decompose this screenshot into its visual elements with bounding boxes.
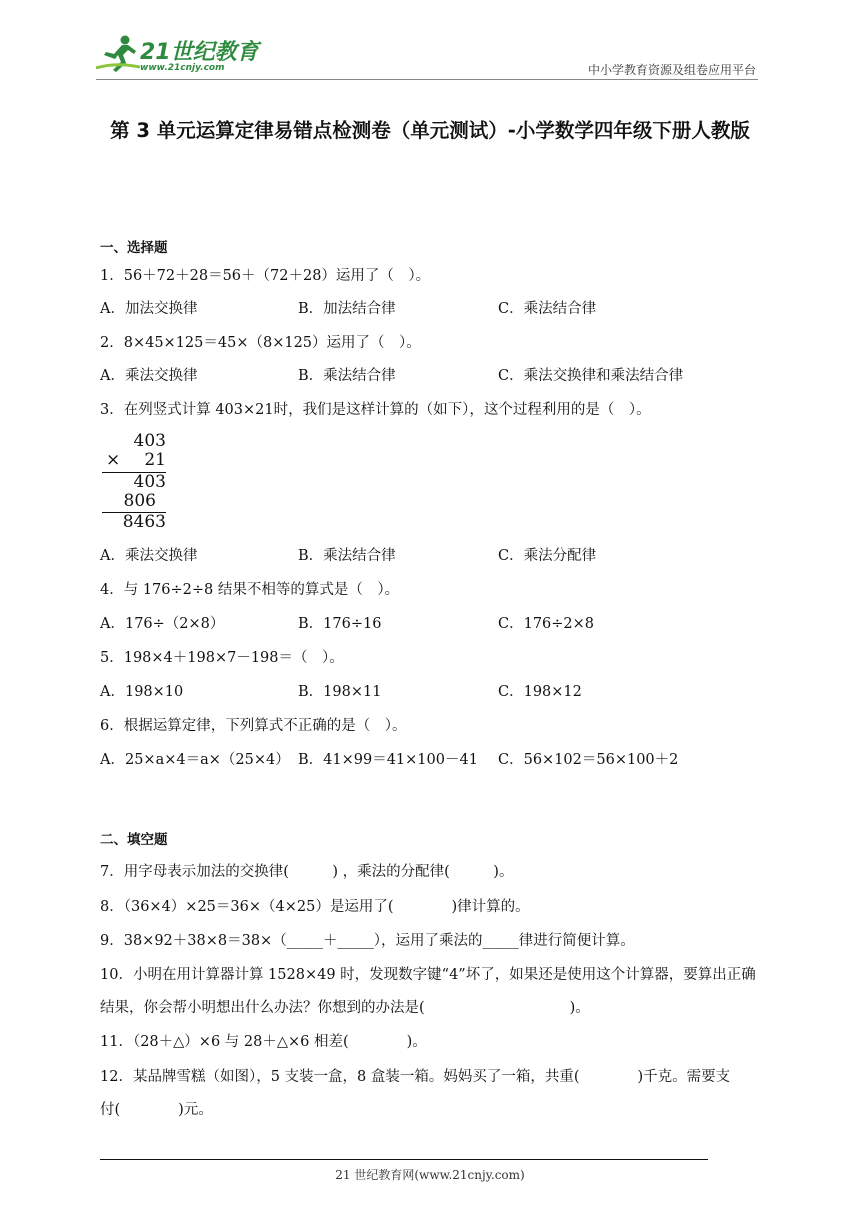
vm-partial-1: 403 — [133, 472, 166, 492]
vm-multiplier: 21 — [144, 450, 166, 470]
q5-option-a[interactable]: A．198×10 — [100, 684, 184, 700]
q4-option-c[interactable]: C．176÷2×8 — [498, 616, 595, 632]
question-8: 8．（36×4）×25＝36×（4×25）是运用了( )律计算的。 — [100, 899, 530, 915]
question-11: 11．（28＋△）×6 与 28＋△×6 相差( )。 — [100, 1034, 427, 1050]
q2-option-c[interactable]: C．乘法交换律和乘法结合律 — [498, 368, 684, 384]
question-10-line-1: 10．小明在用计算器计算 1528×49 时，发现数字键“4”坏了，如果还是使用这个计算器，要算出正确 — [100, 967, 756, 983]
page-title: 第 3 单元运算定律易错点检测卷（单元测试）-小学数学四年级下册人教版 — [110, 119, 750, 142]
section-heading-choice: 一、选择题 — [100, 240, 168, 256]
logo-url: www.21cnjy.com — [140, 63, 225, 73]
q5-option-c[interactable]: C．198×12 — [498, 684, 582, 700]
logo-text: 21世纪教育 — [140, 40, 259, 65]
q1-option-c[interactable]: C．乘法结合律 — [498, 301, 597, 317]
question-1: 1．56＋72＋28＝56＋（72＋28）运用了（ ）。 — [100, 268, 431, 284]
q5-option-b[interactable]: B．198×11 — [298, 684, 382, 700]
section-heading-fill: 二、填空题 — [100, 832, 168, 848]
question-10-line-2: 结果，你会帮小明想出什么办法？你想到的办法是( )。 — [100, 1000, 590, 1016]
q3-option-a[interactable]: A．乘法交换律 — [100, 548, 198, 564]
question-9: 9．38×92＋38×8＝38×（_____＋_____），运用了乘法的_____律进行简便计算。 — [100, 933, 635, 949]
q3-option-b[interactable]: B．乘法结合律 — [298, 548, 396, 564]
q4-option-b[interactable]: B．176÷16 — [298, 616, 382, 632]
q2-option-a[interactable]: A．乘法交换律 — [100, 368, 198, 384]
q2-option-b[interactable]: B．乘法结合律 — [298, 368, 396, 384]
question-12-line-2: 付( )元。 — [100, 1102, 213, 1118]
vm-partial-2: 806 — [123, 491, 156, 511]
q6-option-a[interactable]: A．25×a×4＝a×（25×4） — [100, 752, 290, 768]
vm-multiplicand: 403 — [133, 431, 166, 451]
footer-divider — [100, 1159, 708, 1160]
question-6: 6．根据运算定律，下列算式不正确的是（ ）。 — [100, 718, 407, 734]
footer-text[interactable]: 21 世纪教育网(www.21cnjy.com) — [335, 1168, 525, 1182]
q6-option-b[interactable]: B．41×99＝41×100－41 — [298, 752, 478, 768]
vm-times-sign: × — [106, 450, 121, 470]
header-divider — [96, 79, 758, 80]
question-7: 7．用字母表示加法的交换律( ) ，乘法的分配律( )。 — [100, 864, 514, 880]
question-5: 5．198×4＋198×7－198＝（ ）。 — [100, 650, 344, 666]
q1-option-b[interactable]: B．加法结合律 — [298, 301, 396, 317]
q6-option-c[interactable]: C．56×102＝56×100＋2 — [498, 752, 679, 768]
question-12-line-1: 12．某品牌雪糕（如图），5 支装一盒，8 盒装一箱。妈妈买了一箱，共重( )千克。需要支 — [100, 1069, 731, 1085]
q1-option-a[interactable]: A．加法交换律 — [100, 301, 198, 317]
site-logo[interactable] — [96, 34, 266, 78]
q3-option-c[interactable]: C．乘法分配律 — [498, 548, 597, 564]
question-3: 3．在列竖式计算 403×21时，我们是这样计算的（如下），这个过程利用的是（ ）。 — [100, 402, 651, 418]
question-2: 2．8×45×125＝45×（8×125）运用了（ ）。 — [100, 335, 421, 351]
q4-option-a[interactable]: A．176÷（2×8） — [100, 616, 225, 632]
vm-result: 8463 — [122, 512, 166, 532]
runner-icon — [96, 34, 140, 74]
question-4: 4．与 176÷2÷8 结果不相等的算式是（ ）。 — [100, 582, 400, 598]
vertical-multiplication — [100, 431, 170, 531]
header-platform-text: 中小学教育资源及组卷应用平台 — [587, 63, 756, 77]
